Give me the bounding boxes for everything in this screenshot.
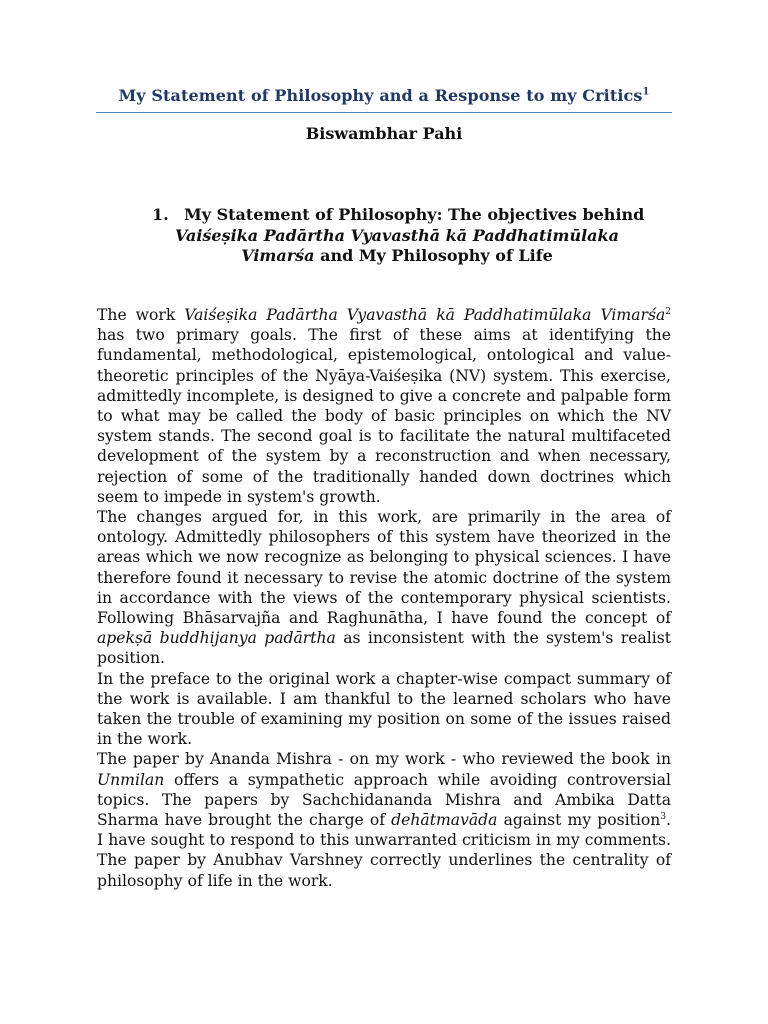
p4-a: The paper by Ananda Mishra - on my work - who reviewed the book in <box>97 750 671 769</box>
section-heading-line3 <box>152 246 642 267</box>
section-number: 1. <box>152 205 169 224</box>
title-text: My Statement of Philosophy and a Response to my Critics <box>118 86 643 105</box>
paragraph-3: In the preface to the original work a chapter-wise compact summary of the work is available. I am thankful to the learned scholars who have taken the trouble of examining my position on some of the issues raised in the work. <box>97 669 671 749</box>
p4-b: offers a sympathetic approach while avoiding controversial topics. The papers by Sachchidananda Mishra and Ambika Datta Sharma have brought the charge of <box>97 770 671 830</box>
heading-tail: and My Philosophy of Life <box>314 246 553 265</box>
paragraph-2 <box>97 507 671 669</box>
p4-italic-journal: Unmilan <box>97 770 165 789</box>
p2-text: The changes argued for, in this work, are primarily in the area of ontology. Admittedly philosophers of this system have theorized in the areas which we now recognize as belonging to physical sciences. I have therefore found it necessary to revise the atomic doctrine of the system in accordance with the views of the contemporary physical scientists. Following Bhāsarvajña and Raghunātha, I have found the concept of <box>97 508 671 628</box>
p1-lead: The work <box>97 306 185 324</box>
paragraph-1 <box>97 305 671 507</box>
body-text <box>97 305 671 891</box>
section-heading-line2 <box>152 226 642 247</box>
title-divider <box>96 112 672 113</box>
p2-italic-term: apekṣā buddhijanya padārtha <box>97 629 336 648</box>
p4-c: against my position <box>497 811 661 830</box>
p4-d: . I have sought to respond to this unwarranted criticism in my comments. The paper by Anubhav Varshney correctly underlines the centrality of philosophy of life in the work. <box>97 811 672 890</box>
author-name: Biswambhar Pahi <box>305 124 463 143</box>
heading-italic-title-2: Vimarśa <box>241 246 315 265</box>
page-title <box>96 86 672 105</box>
section-heading <box>152 205 672 267</box>
title-footnote-marker: 1 <box>642 86 650 98</box>
section-heading-line1: My Statement of Philosophy: The objectives behind <box>184 205 645 224</box>
p1-text: has two primary goals. The first of these aims at identifying the fundamental, methodological, epistemological, ontological and value-theoretic principles of the Nyāya-Vaiśeṣika (NV) system. This exercise, admittedly incomplete, is designed to give a concrete and palpable form to what may be called the body of basic principles on which the NV system stands. The second goal is to facilitate the natural multifaceted development of the system by a reconstruction and when necessary, rejection of some of the traditionally handed down doctrines which seem to impede in system's growth. <box>97 326 671 506</box>
p2-end: as inconsistent with the system's realist position. <box>97 629 671 668</box>
footnote-marker-2: 2 <box>665 306 671 317</box>
p1-work-title: Vaiśeṣika Padārtha Vyavasthā kā Paddhatimūlaka Vimarśa <box>184 306 666 324</box>
footnote-marker-3: 3 <box>660 811 667 822</box>
paragraph-4 <box>97 749 671 890</box>
heading-italic-title-1: Vaiśeṣika Padārtha Vyavasthā kā Paddhatimūlaka <box>175 225 619 245</box>
p4-italic-term: dehātmavāda <box>391 811 498 830</box>
